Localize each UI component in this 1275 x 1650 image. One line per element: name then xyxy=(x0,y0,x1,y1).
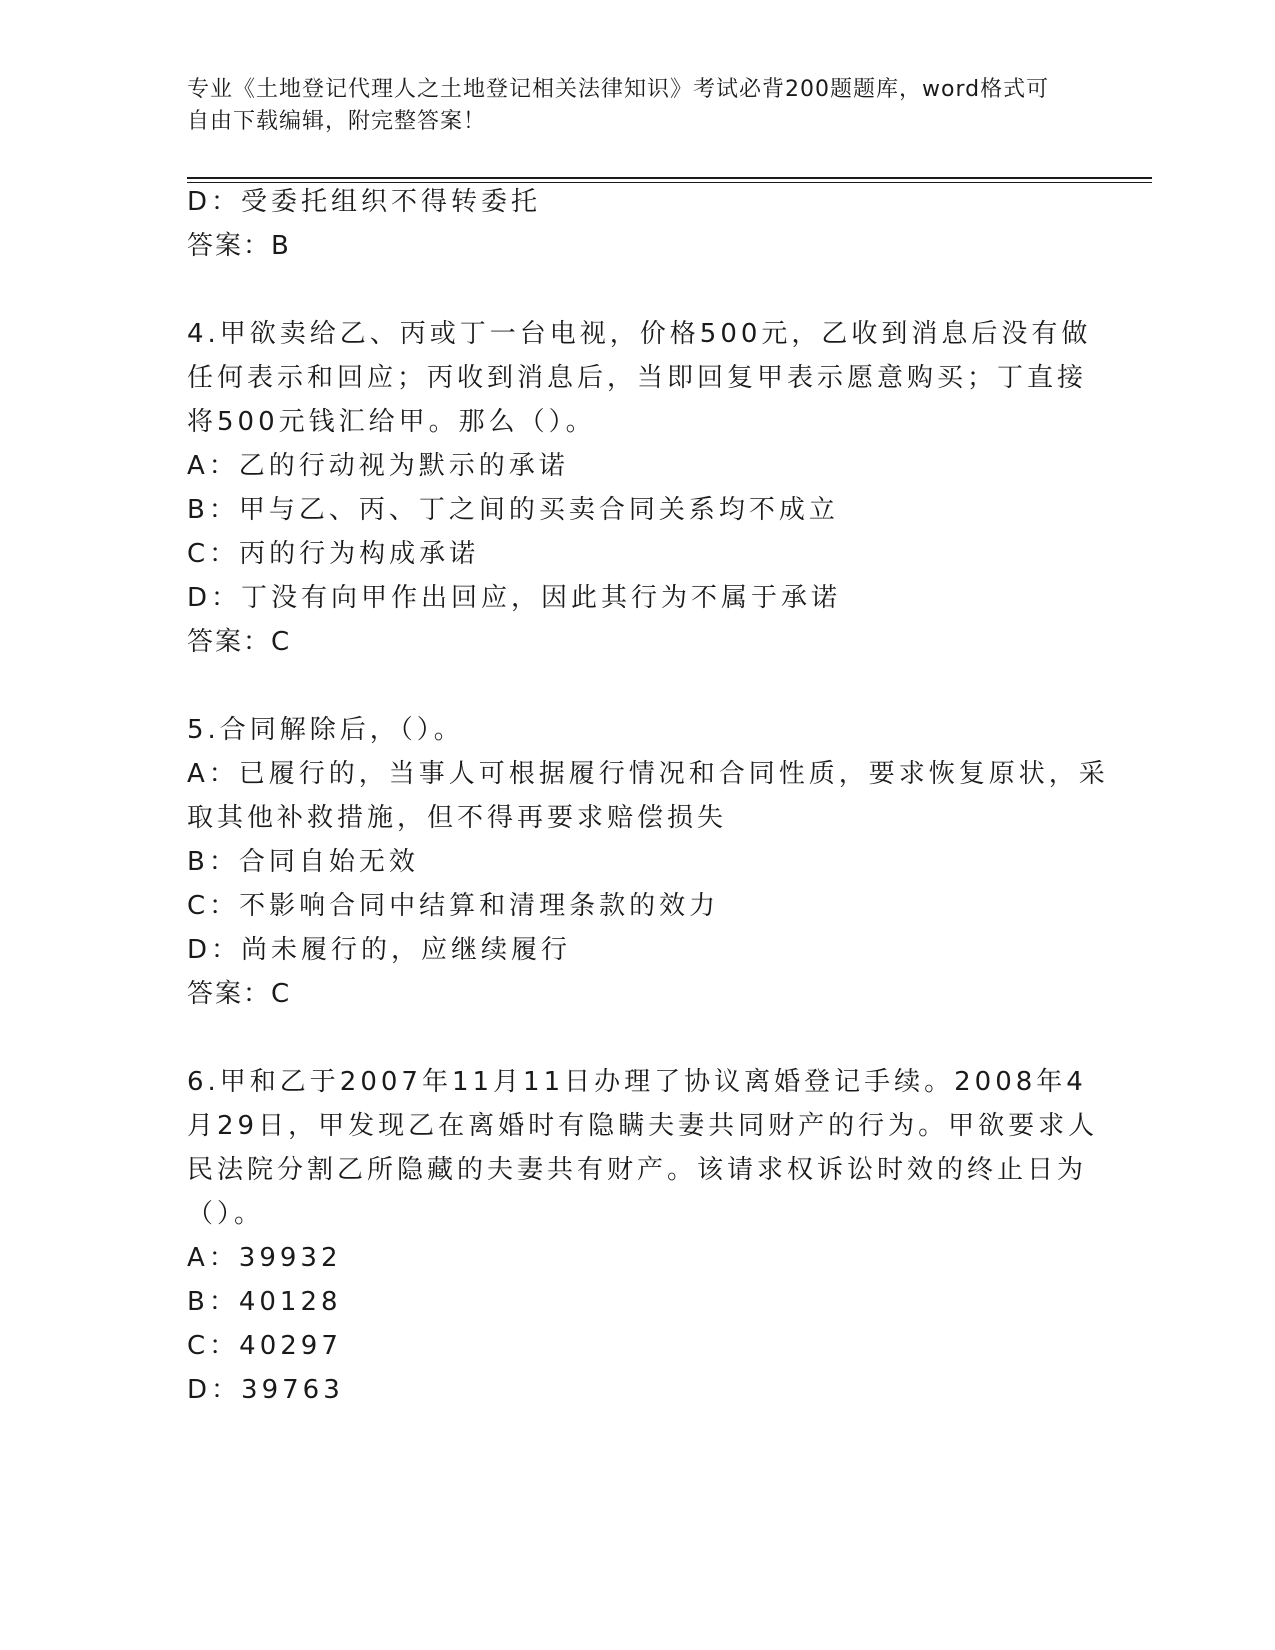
q3-option-d: D：受委托组织不得转委托 xyxy=(187,187,542,217)
q4-option-b: B：甲与乙、丙、丁之间的买卖合同关系均不成立 xyxy=(187,495,839,525)
q5-option-a-line-2: 取其他补救措施，但不得再要求赔偿损失 xyxy=(187,803,728,833)
q5-answer: 答案：C xyxy=(187,979,292,1009)
q5-option-c: C：不影响合同中结算和清理条款的效力 xyxy=(187,891,720,921)
q5-stem: 5.合同解除后，（）。 xyxy=(187,715,464,745)
q6-option-a: A：39932 xyxy=(187,1243,342,1273)
q4-stem-line-2: 任何表示和回应；丙收到消息后，当即回复甲表示愿意购买；丁直接 xyxy=(187,363,1088,393)
header-divider-thin xyxy=(187,182,1152,183)
q5-option-b: B：合同自始无效 xyxy=(187,847,419,877)
q4-answer: 答案：C xyxy=(187,627,292,657)
q6-option-d: D：39763 xyxy=(187,1375,344,1405)
header-divider-thick xyxy=(187,177,1152,179)
q6-stem-line-4: （）。 xyxy=(187,1199,265,1229)
q3-answer: 答案：B xyxy=(187,231,291,261)
q6-stem-line-3: 民法院分割乙所隐藏的夫妻共有财产。该请求权诉讼时效的终止日为 xyxy=(187,1155,1088,1185)
q4-stem-line-3: 将500元钱汇给甲。那么（）。 xyxy=(187,407,596,437)
q4-stem-line-1: 4.甲欲卖给乙、丙或丁一台电视，价格500元，乙收到消息后没有做 xyxy=(187,319,1092,349)
q4-option-a: A：乙的行动视为默示的承诺 xyxy=(187,451,569,481)
q5-option-a-line-1: A：已履行的，当事人可根据履行情况和合同性质，要求恢复原状，采 xyxy=(187,759,1109,789)
q6-option-b: B：40128 xyxy=(187,1287,342,1317)
q6-option-c: C：40297 xyxy=(187,1331,342,1361)
document-header-title: 专业《土地登记代理人之土地登记相关法律知识》考试必背200题题库，word格式可自由下载编辑，附完整答案！ xyxy=(187,77,1050,134)
q4-option-c: C：丙的行为构成承诺 xyxy=(187,539,480,569)
q4-option-d: D：丁没有向甲作出回应，因此其行为不属于承诺 xyxy=(187,583,842,613)
q5-option-d: D：尚未履行的，应继续履行 xyxy=(187,935,572,965)
q6-stem-line-2: 月29日，甲发现乙在离婚时有隐瞒夫妻共同财产的行为。甲欲要求人 xyxy=(187,1111,1099,1141)
q6-stem-line-1: 6.甲和乙于2007年11月11日办理了协议离婚登记手续。2008年4 xyxy=(187,1067,1087,1097)
